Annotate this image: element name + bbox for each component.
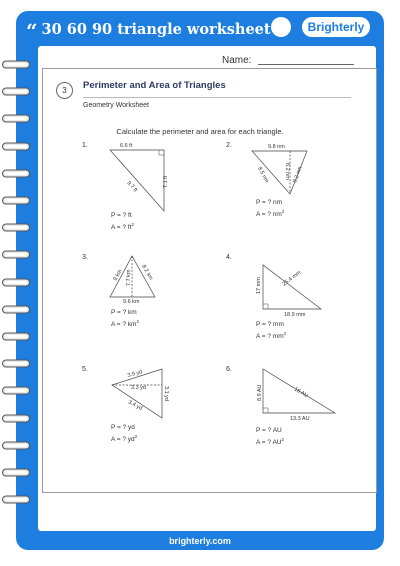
side-label: 7.7 km [126, 269, 132, 286]
side-label: 7.1 ft [163, 175, 169, 188]
side-label: 17 mm [256, 277, 262, 294]
perimeter-text: P = ? mm [256, 321, 284, 328]
right-angle-marker [159, 150, 164, 155]
side-label: 18.9 mm [284, 312, 306, 318]
area-text: A = ? $km^2$ [111, 319, 139, 329]
answer-block [256, 426, 284, 447]
sheet-subtitle: Geometry Worksheet [83, 102, 150, 109]
side-label: 9.8 nm [268, 144, 285, 150]
side-label: 6.2 nm [284, 163, 290, 180]
problem-number: 4. [226, 254, 232, 261]
answer-block [111, 308, 139, 329]
side-label: 9.2 nm [292, 165, 304, 184]
instructions: Calculate the perimeter and area for each triangle. [116, 127, 284, 136]
side-label: 9.6 km [123, 299, 140, 305]
name-label: Name: [222, 55, 252, 66]
right-angle-marker [263, 304, 268, 309]
area-text: A = ? $nm^2$ [256, 209, 285, 219]
side-label: 8.2 km [140, 264, 154, 282]
triangle-1 [110, 150, 164, 211]
triangle-4 [263, 265, 321, 309]
perimeter-text: P = ? ft [111, 212, 132, 219]
area-text: A = ? $mm^2$ [256, 331, 287, 341]
area-text: A = ? $yd^2$ [111, 434, 138, 444]
area-text: A = ? $AU^2$ [256, 437, 284, 447]
brighterly-logo[interactable]: Brighterly [302, 17, 370, 37]
side-label: 8.9 AU [257, 384, 263, 401]
side-label: 13.3 AU [290, 416, 310, 422]
problem-number: 5. [82, 366, 88, 373]
footer-site[interactable]: brighterly.com [169, 536, 231, 546]
perimeter-text: P = ? km [111, 309, 137, 316]
side-label: 3.4 yd [127, 399, 144, 412]
answer-block [256, 320, 286, 341]
side-label: 3.1 yd [163, 386, 169, 401]
side-label: 8.5 nm [256, 166, 270, 184]
perimeter-text: P = ? nm [256, 199, 283, 206]
problem-number: 6. [226, 366, 232, 373]
answer-block [111, 211, 134, 232]
side-label: 9.7 ft [125, 180, 139, 194]
area-text: A = ? $ft^2$ [111, 222, 134, 232]
answer-block [111, 423, 137, 444]
right-angle-marker [263, 408, 268, 413]
side-label: 16 AU [293, 386, 309, 400]
side-label: 3.3 yd [131, 385, 146, 391]
lesson-number-badge: 3 [56, 82, 73, 99]
side-label: 25.4 mm [281, 269, 303, 288]
problem-number: 1. [82, 142, 88, 149]
perimeter-text: P = ? yd [111, 424, 135, 431]
answer-block [256, 198, 284, 219]
side-label: 3.9 yd [126, 369, 143, 379]
problem-number: 2. [226, 142, 232, 149]
sheet-title: Perimeter and Area of Triangles [83, 80, 226, 91]
header-title-text: 30 60 90 triangle worksheet [41, 21, 271, 38]
side-label: 9 km [112, 268, 124, 282]
quote-icon: “ [26, 19, 38, 43]
side-label: 6.6 ft [120, 143, 133, 149]
perimeter-text: P = ? AU [256, 427, 282, 434]
problem-number: 3. [82, 254, 88, 261]
